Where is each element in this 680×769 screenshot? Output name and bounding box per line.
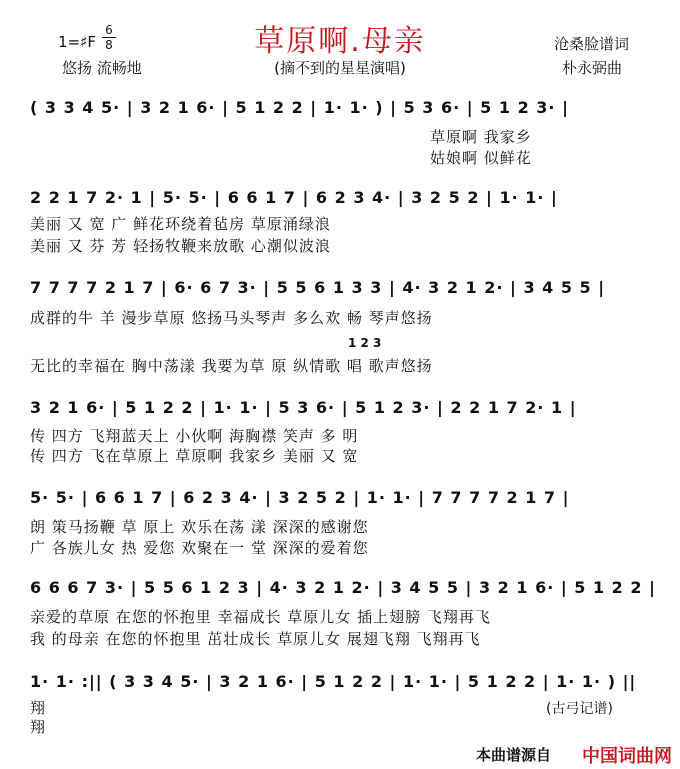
lyric-row-3-verse-2: 无比的幸福在 胸中荡漾 我要为草 原 纵情歌 唱 歌声悠扬 <box>30 357 433 375</box>
lyric-row-3-verse-1: 成群的牛 羊 漫步草原 悠扬马头琴声 多么欢 畅 琴声悠扬 <box>30 309 433 327</box>
notation-row-4: 3 2 1 6· | 5 1 2 2 | 1· 1· | 5 3 6· | 5 1 2 3· | 2 2 1 7 2· 1 | <box>30 398 577 417</box>
lyric-row-6-verse-2: 我 的母亲 在您的怀抱里 茁壮成长 草原儿女 展翅飞翔 飞翔再飞 <box>30 630 481 648</box>
key-signature: 1=♯F <box>58 33 96 51</box>
notation-row-2: 2 2 1 7 2· 1 | 5· 5· | 6 6 1 7 | 6 2 3 4· | 3 2 5 2 | 1· 1· | <box>30 188 558 207</box>
notation-row-1: ( 3 3 4 5· | 3 2 1 6· | 5 1 2 2 | 1· 1· ) | 5 3 6· | 5 1 2 3· | <box>30 98 569 117</box>
lyric-row-6-verse-1: 亲爱的草原 在您的怀抱里 幸福成长 草原儿女 插上翅膀 飞翔再飞 <box>30 608 491 626</box>
source-note: (古弓记谱) <box>546 701 613 717</box>
composer-credit: 朴永弼曲 <box>562 59 623 77</box>
tempo-marking: 悠扬 流畅地 <box>62 59 142 77</box>
lyric-row-7-verse-1: 翔 <box>30 699 47 717</box>
meter-top: 6 <box>105 23 113 37</box>
lyric-row-7-verse-2: 翔 <box>30 718 47 736</box>
notation-row-7: 1· 1· :|| ( 3 3 4 5· | 3 2 1 6· | 5 1 2 2 | 1· 1· | 5 1 2 2 | 1· 1· ) || <box>30 672 637 691</box>
lyric-row-5-verse-2: 广 各族儿女 热 爱您 欢聚在一 堂 深深的爱着您 <box>30 539 369 557</box>
lyric-row-4-verse-2: 传 四方 飞在草原上 草原啊 我家乡 美丽 又 宽 <box>30 447 359 465</box>
time-signature <box>102 24 116 51</box>
notation-row-5: 5· 5· | 6 6 1 7 | 6 2 3 4· | 3 2 5 2 | 1· 1· | 7 7 7 7 2 1 7 | <box>30 488 570 507</box>
volta-marker: 1 2 3 <box>348 336 382 350</box>
page-title: 草原啊.母亲 <box>254 24 426 59</box>
lyric-row-4-verse-1: 传 四方 飞翔蓝天上 小伙啊 海胸襟 笑声 多 明 <box>30 427 359 445</box>
subtitle: (摘不到的星星演唱) <box>274 59 406 77</box>
lyric-row-5-verse-1: 朗 策马扬鞭 草 原上 欢乐在荡 漾 深深的感谢您 <box>30 518 369 536</box>
meter-bottom: 8 <box>105 38 113 52</box>
footer-source-label: 本曲谱源自 <box>476 746 552 764</box>
notation-row-6: 6 6 6 7 3· | 5 5 6 1 2 3 | 4· 3 2 1 2· | 3 4 5 5 | 3 2 1 6· | 5 1 2 2 | <box>30 578 656 597</box>
notation-row-3: 7 7 7 7 2 1 7 | 6· 6 7 3· | 5 5 6 1 3 3 | 4· 3 2 1 2· | 3 4 5 5 | <box>30 278 606 297</box>
lyricist-credit: 沧桑脸谱词 <box>554 35 630 53</box>
lyric-row-2-verse-2: 美丽 又 芬 芳 轻扬牧鞭来放歌 心潮似波浪 <box>30 237 331 255</box>
lyric-row-1-verse-2: 姑娘啊 似鲜花 <box>430 149 532 167</box>
footer-site-name[interactable]: 中国词曲网 <box>582 746 672 767</box>
lyric-row-2-verse-1: 美丽 又 宽 广 鲜花环绕着毡房 草原涌绿浪 <box>30 215 331 233</box>
lyric-row-1-verse-1: 草原啊 我家乡 <box>430 128 532 146</box>
